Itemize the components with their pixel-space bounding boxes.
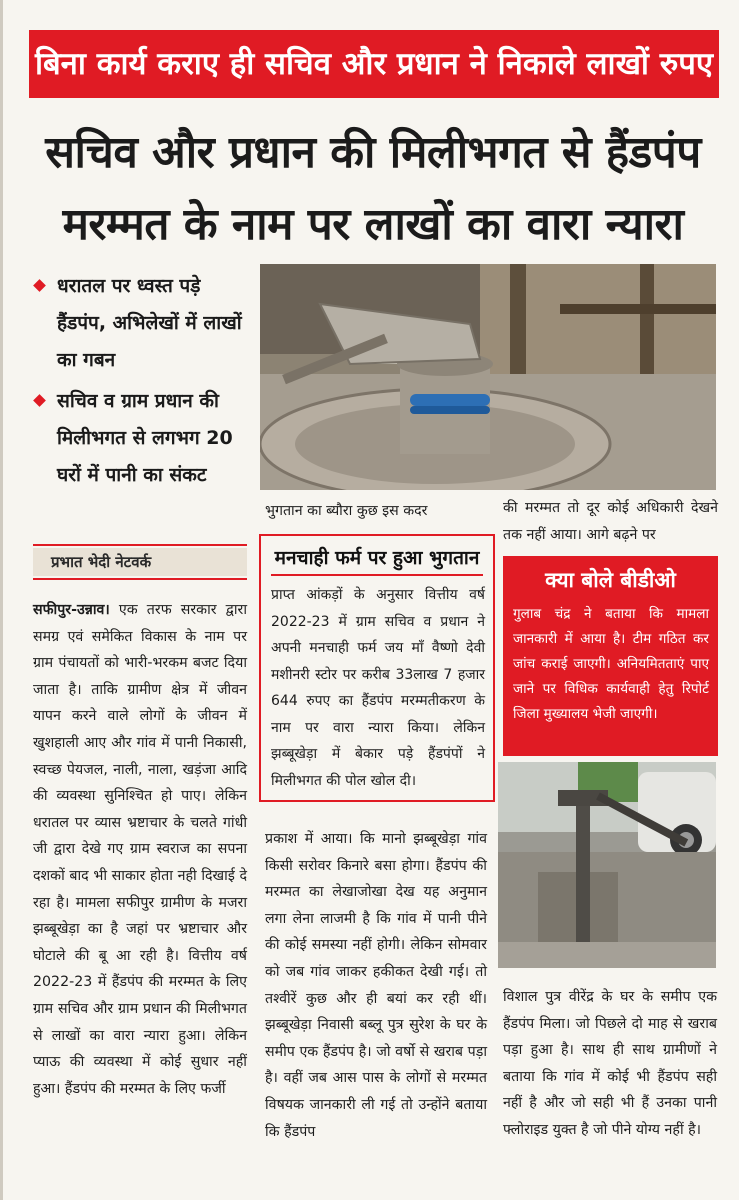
column-3-top-text: की मरम्मत तो दूर कोई अधिकारी देखने तक नहीं आया। आगे बढ़ने पर: [503, 500, 718, 543]
bullet-text: सचिव व ग्राम प्रधान की मिलीभगत से लगभग 20 घरों में पानी का संकट: [57, 390, 233, 486]
divider: [33, 544, 247, 546]
bdo-box-title: क्या बोले बीडीओ: [545, 568, 676, 592]
column-3-bottom-text: विशाल पुत्र वीरेंद्र के घर के समीप एक हैंडपंप मिला। जो पिछले दो माह से खराब पड़ा हुआ है। साथ ही साथ ग्रामीणों ने बताया कि गांव में कोई भी हैंडपंप सही नहीं है और जो सही भी हैं उनका पानी फ्लोराइड युक्त है जो पीने योग्य नहीं है।: [503, 989, 717, 1138]
handpump-photo-secondary: [498, 762, 716, 968]
handpump-illustration-secondary: [498, 762, 716, 968]
bdo-statement-box: [503, 556, 718, 756]
headline-line-1: सचिव और प्रधान की मिलीभगत से हैंडपंप: [45, 127, 701, 178]
column-2-top-text: भुगतान का ब्यौरा कुछ इस कदर: [265, 503, 428, 519]
highlight-bullets: [33, 268, 253, 494]
boxed-story-title: मनचाही फर्म पर हुआ भुगतान: [271, 544, 483, 576]
diamond-bullet-icon: [33, 279, 46, 292]
bullet-item: [33, 383, 253, 494]
kicker-banner: बिना कार्य कराए ही सचिव और प्रधान ने निकाले लाखों रुपए: [29, 30, 719, 98]
bdo-box-body: गुलाब चंद्र ने बताया कि मामला जानकारी में आया है। टीम गठित कर जांच कराई जाएगी। अनियमितताएं पाए जाने पर विधिक कार्यवाही हेतु रिपोर्ट जिला मुख्यालय भेजी जाएगी।: [513, 606, 709, 722]
headline-line-2: मरम्मत के नाम पर लाखों का वारा न्यारा: [62, 199, 684, 250]
divider: [33, 578, 247, 580]
handpump-illustration-main: [260, 264, 716, 490]
bullet-item: [33, 268, 253, 379]
handpump-photo-main: [260, 264, 716, 490]
byline: प्रभात भेदी नेटवर्क: [33, 548, 247, 576]
dateline: सफीपुर-उन्नाव।: [33, 602, 110, 618]
column-1-body: [33, 597, 247, 1102]
column-1-text: एक तरफ सरकार द्वारा समग्र एवं समेकित विकास के नाम पर ग्राम पंचायतों को भारी-भरकम बजट दिया जाता है। ताकि ग्रामीण क्षेत्र में जीवन यापन करने वाले लोगों के जीवन में खुशहाली आए और गांव में पानी निकासी, स्वच्छ पेयजल, नाली, नाला, खड़ंजा आदि की व्यवस्था सुनिश्चित हो पाए। लेकिन धरातल पर व्यास भ्रष्टाचार के चलते गांधी जी द्वारा देखे गए ग्राम स्वराज का सपना दशकों बाद भी साकार होता नही दिखाई दे रहा है। मामला सफीपुर ग्रामीण के मजरा झब्बूखेड़ा का है जहां पर भ्रष्टाचार और घोटाले की बू आ रही है। वित्तीय वर्ष 2022-23 में हैंडपंप की मरम्मत के लिए ग्राम सचिव और ग्राम प्रधान की मिलीभगत से लाखों का वारा न्यारा हुआ। लेकिन प्याऊ की व्यवस्था में कोई सुधार नहीं हुआ। हैंडपंप की मरम्मत के लिए फर्जी: [33, 602, 247, 1097]
bullet-text: धरातल पर ध्वस्त पड़े हैंडपंप, अभिलेखों में लाखों का गबन: [57, 275, 242, 371]
column-2-bottom-text: प्रकाश में आया। कि मानो झब्बूखेड़ा गांव किसी सरोवर किनारे बसा होगा। हैंडपंप की मरम्मत का लेखाजोखा देख यह अनुमान लगा लेना लाजमी है कि गांव में पानी पीने की कोई समस्या नहीं होगी। लेकिन सोमवार को जब गांव जाकर हकीकत देखी गई। तो तश्वीरें कुछ और ही बयां कर रही थीं। झब्बूखेड़ा निवासी बब्लू पुत्र सुरेश के घर के समीप एक हैंडपंप है। जो वर्षो से खराब पड़ा है। वहीं जब आस पास के लोगों से मरम्मत विषयक जानकारी ली गई तो उन्होंने बताया कि हैंडपंप: [265, 831, 487, 1140]
boxed-story: [259, 534, 495, 802]
boxed-story-body: प्राप्त आंकड़ों के अनुसार वित्तीय वर्ष 2022-23 में ग्राम सचिव व प्रधान ने अपनी मनचाही फर्म जय माँ वैष्णो देवी मशीनरी स्टोर पर करीब 33लाख 7 हजार 644 रुपए का हैंडपंप मरम्मतीकरण के नाम पर वारा न्यारा किया। लेकिन झब्बूखेड़ा में बेकार पड़े हैंडपंपों ने मिलीभगत की पोल खोल दी।: [271, 587, 485, 789]
diamond-bullet-icon: [33, 394, 46, 407]
